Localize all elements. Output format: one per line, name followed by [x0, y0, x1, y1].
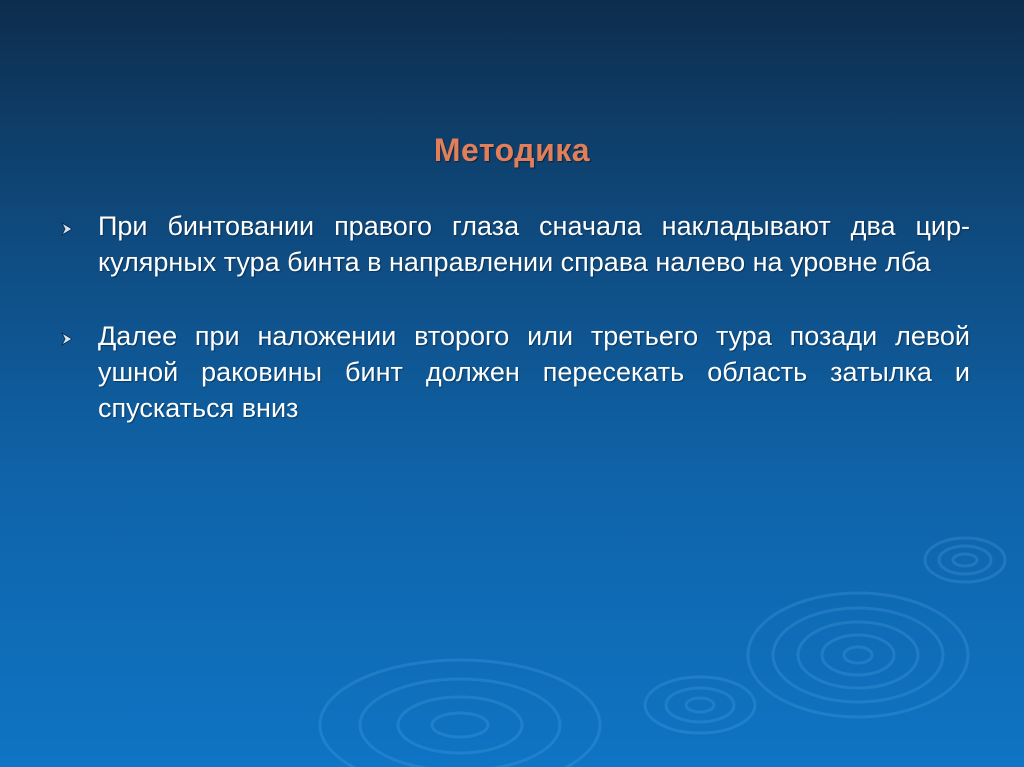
arrowhead-bullet-icon [60, 222, 74, 236]
bullet-list [60, 208, 970, 464]
bullet-item [60, 208, 970, 280]
bullet-text: При бинтовании правого глаза сначала накладывают два цир-кулярных тура бинта в направлении справа налево на уровне лба [98, 211, 970, 277]
bullet-text: Далее при наложении второго или третьего тура позади левой ушной раковины бинт должен пересекать область затылка и спускаться вниз [98, 321, 970, 423]
arrowhead-bullet-icon [60, 332, 74, 346]
bullet-item [60, 318, 970, 426]
slide-title: Методика [433, 132, 591, 168]
